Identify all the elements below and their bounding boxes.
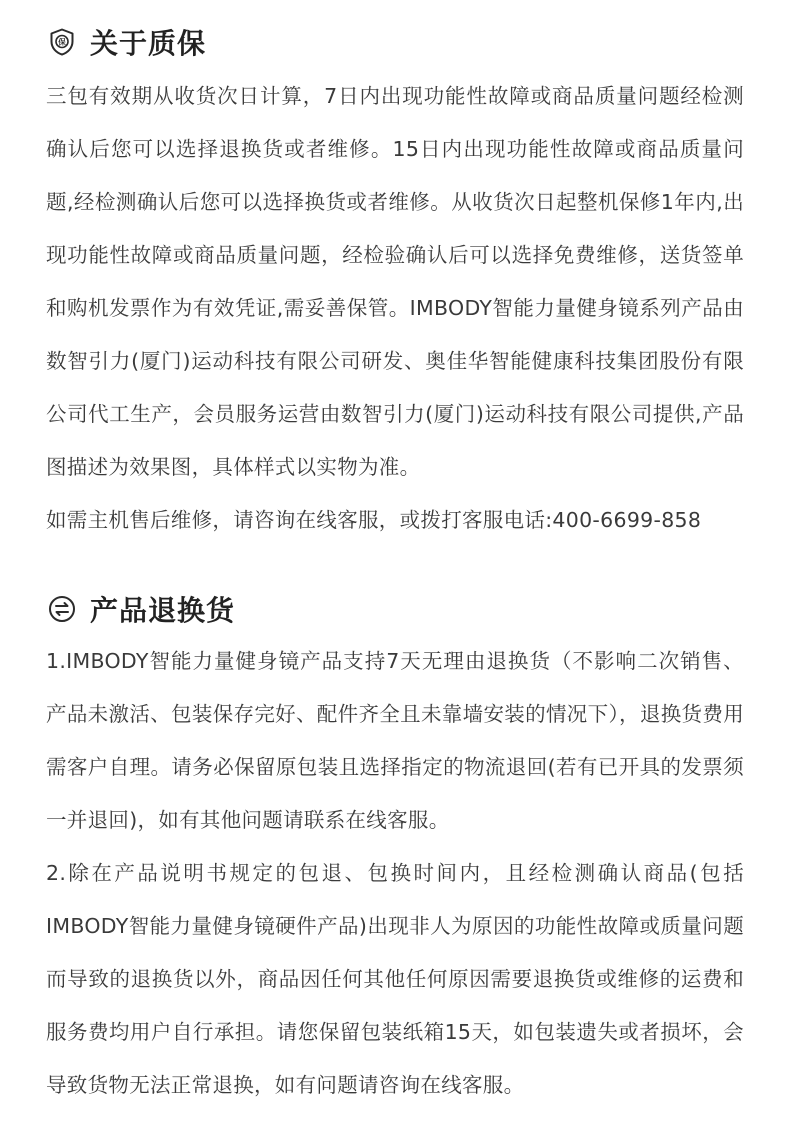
- returns-body: [46, 635, 744, 1112]
- returns-paragraph-1: 1.IMBODY智能力量健身镜产品支持7天无理由退换货（不影响二次销售、产品未激活、包装保存完好、配件齐全且未靠墙安装的情况下），退换货费用需客户自理。请务必保留原包装且选择指定的物流退回(若有已开具的发票须一并退回)，如有其他问题请联系在线客服。: [46, 649, 744, 832]
- exchange-arrows-icon: [48, 595, 76, 623]
- warranty-body: [46, 70, 744, 547]
- returns-paragraph-2: 2.除在产品说明书规定的包退、包换时间内，且经检测确认商品(包括IMBODY智能力量健身镜硬件产品)出现非人为原因的功能性故障或质量问题而导致的退换货以外，商品因任何其他任何原因需要退换货或维修的运费和服务费均用户自行承担。请您保留包装纸箱15天，如包装遗失或者损坏，会导致货物无法正常退换，如有问题请咨询在线客服。: [46, 861, 744, 1097]
- returns-header: [46, 587, 744, 631]
- warranty-header: [46, 20, 744, 64]
- returns-title: 产品退换货: [90, 594, 236, 627]
- warranty-paragraph-2: 如需主机售后维修，请咨询在线客服，或拨打客服电话:400-6699-858: [46, 508, 702, 532]
- warranty-title: 关于质保: [90, 27, 207, 60]
- shield-badge-icon: [48, 28, 76, 56]
- page: [0, 20, 790, 1141]
- shield-badge-label: 保: [58, 37, 66, 47]
- warranty-paragraph-1: 三包有效期从收货次日计算，7日内出现功能性故障或商品质量问题经检测确认后您可以选择退换货或者维修。15日内出现功能性故障或商品质量问题,经检测确认后您可以选择换货或者维修。从收货次日起整机保修1年内,出现功能性故障或商品质量问题，经检验确认后可以选择免费维修，送货签单和购机发票作为有效凭证,需妥善保管。IMBODY智能力量健身镜系列产品由数智引力(厦门)运动科技有限公司研发、奥佳华智能健康科技集团股份有限公司代工生产，会员服务运营由数智引力(厦门)运动科技有限公司提供,产品图描述为效果图，具体样式以实物为准。: [46, 84, 744, 479]
